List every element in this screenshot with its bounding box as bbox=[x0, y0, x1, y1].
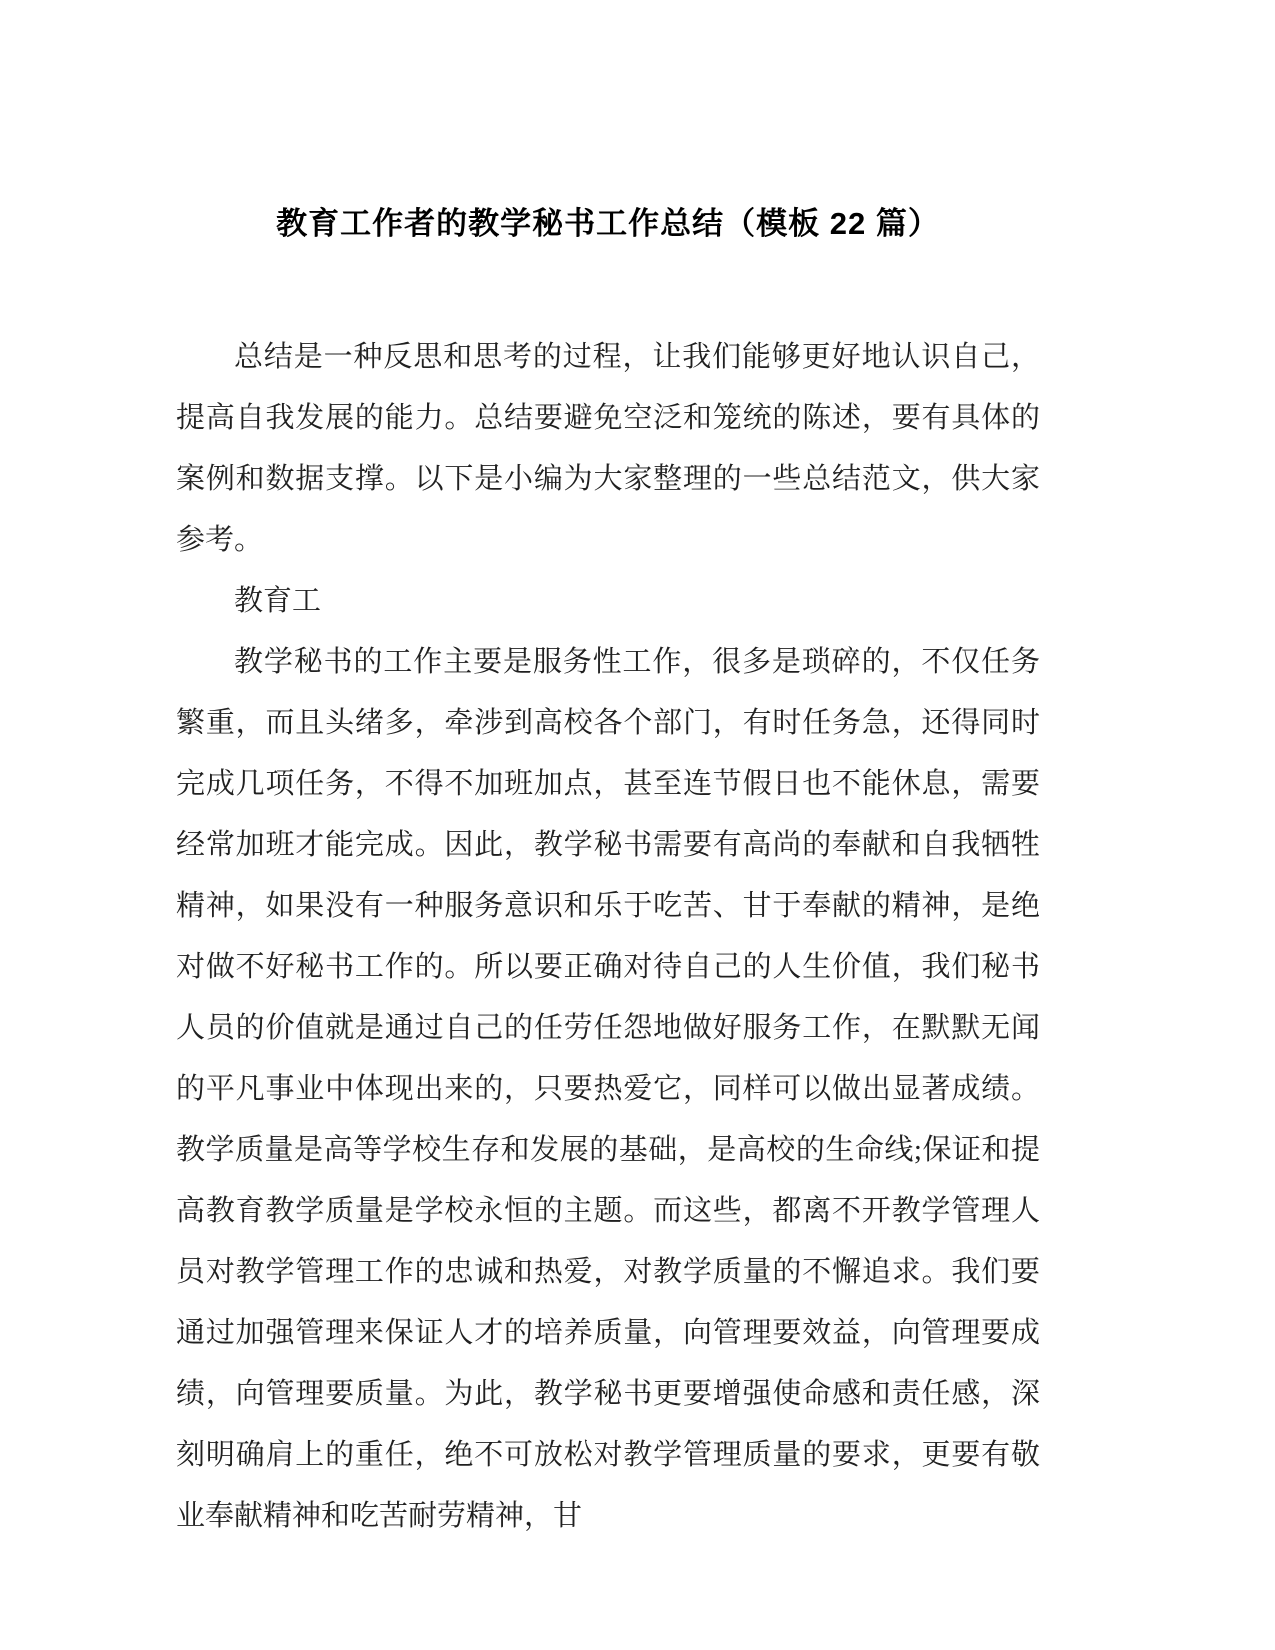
document-title: 教育工作者的教学秘书工作总结（模板 22 篇） bbox=[276, 206, 940, 241]
document-body bbox=[176, 327, 1040, 1547]
paragraph-main: 教学秘书的工作主要是服务性工作，很多是琐碎的，不仅任务繁重，而且头绪多，牵涉到高校各个部门，有时任务急，还得同时完成几项任务，不得不加班加点，甚至连节假日也不能休息，需要经常加班才能完成。因此，教学秘书需要有高尚的奉献和自我牺牲精神，如果没有一种服务意识和乐于吃苦、甘于奉献的精神，是绝对做不好秘书工作的。所以要正确对待自己的人生价值，我们秘书人员的价值就是通过自己的任劳任怨地做好服务工作，在默默无闻的平凡事业中体现出来的，只要热爱它，同样可以做出显著成绩。教学质量是高等学校生存和发展的基础，是高校的生命线;保证和提高教育教学质量是学校永恒的主题。而这些，都离不开教学管理人员对教学管理工作的忠诚和热爱，对教学质量的不懈追求。我们要通过加强管理来保证人才的培养质量，向管理要效益，向管理要成绩，向管理要质量。为此，教学秘书更要增强使命感和责任感，深刻明确肩上的重任，绝不可放松对教学管理质量的要求，更要有敬业奉献精神和吃苦耐劳精神，甘 bbox=[176, 646, 1040, 1532]
paragraph-heading-fragment: 教育工 bbox=[234, 585, 322, 617]
paragraph-intro: 总结是一种反思和思考的过程，让我们能够更好地认识自己，提高自我发展的能力。总结要避免空泛和笼统的陈述，要有具体的案例和数据支撑。以下是小编为大家整理的一些总结范文，供大家参考。 bbox=[176, 341, 1040, 556]
